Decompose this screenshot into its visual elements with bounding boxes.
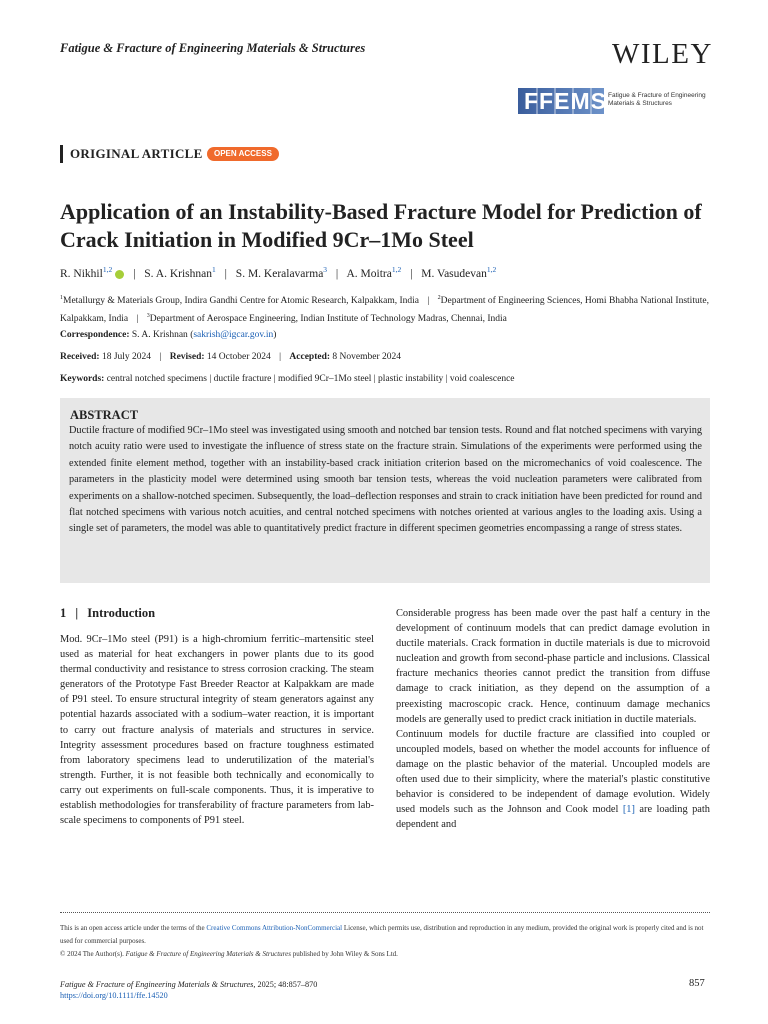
- keywords-list: central notched specimens | ductile fracture | modified 9Cr–1Mo steel | plastic instability | void coalescence: [106, 374, 515, 384]
- paragraph: Considerable progress has been made over the past half a century in the development of continuum models that can predict damage evolution in ductile materials. Crack formation in ductile materials is due to microvoid nucleation and growth from second-phase particle and inclusions. Classical fracture mechanics theories cannot predict the transition from diffuse damage to crack initiation, as they depend on the assumption of a preexisting macroscopic crack. Hence, continuum damage mechanics models are generally used to predict crack initiation in ductile materials.: [396, 608, 710, 725]
- orcid-icon[interactable]: [115, 270, 124, 279]
- footer-divider: [60, 912, 710, 913]
- revised-date: 14 October 2024: [206, 352, 271, 362]
- section-title: Introduction: [87, 606, 156, 620]
- open-access-badge: OPEN ACCESS: [207, 147, 279, 161]
- accepted-label: Accepted:: [289, 352, 331, 362]
- journal-logo[interactable]: [518, 88, 710, 114]
- author-list: [60, 262, 496, 282]
- received-date: 18 July 2024: [101, 352, 152, 362]
- section-heading: 1 | Introduction: [60, 606, 156, 620]
- article-title: Application of an Instability-Based Fracture Model for Prediction of Crack Initiation in Modified 9Cr–1Mo Steel: [60, 199, 702, 252]
- abstract-text: Ductile fracture of modified 9Cr–1Mo steel was investigated using smooth and notched bar tension tests. Round and flat notched specimens with varying notch acuity ratio were used to investigate the influence of stress state on the fracture strain. Simulations of the experiments were performed using the extended finite element method, together with an instability-based crack initiation criterion based on the micromechanics of void coalescence. The parameters in the plasticity model were determined using smooth bar tension tests, whereas the void nucleation parameters were calibrated from experiments on a shallow-notched specimen. Subsequently, the load–deflection responses and strain to crack initiation have been predicted for round and flat notched specimens with various notch acuities, and central notched specimens with notches oriented at various angles to the loading axis. Using a single set of parameters, the model was able to quantitatively predict fracture in different specimen geometries encompassing a range of stress states.: [69, 425, 702, 535]
- abstract-heading: ABSTRACT: [70, 408, 139, 422]
- correspondence-name: S. A. Krishnan: [131, 330, 188, 340]
- author-affiliation-marker: 1: [211, 265, 216, 274]
- author-separator: |: [224, 267, 227, 280]
- doi-link[interactable]: https://doi.org/10.1111/ffe.14520: [60, 991, 168, 1000]
- page-number: 857: [689, 978, 705, 989]
- paragraph: Continuum models for ductile fracture are classified into coupled or uncoupled models, based on whether the model accounts for influence of damage on the plastic behavior of the material. Uncoupled models are often used due to their simplicity, where the material's plastic constitutive behavior is considered to be independent of damage evolution. Widely used models such as the Johnson and Cook model [1] are loading path dependent and: [396, 728, 710, 831]
- received-label: Received:: [60, 352, 100, 362]
- author-name[interactable]: A. Moitra: [346, 267, 392, 280]
- keywords-label: Keywords:: [60, 374, 105, 384]
- author-separator: |: [133, 267, 136, 280]
- affiliation-1: Metallurgy & Materials Group, Indira Gandhi Centre for Atomic Research, Kalpakkam, India: [63, 296, 419, 307]
- publisher-logo[interactable]: WILEY: [612, 38, 713, 70]
- abstract-box: [60, 398, 710, 583]
- affiliation-2: Department of Engineering Sciences, Homi Bhabha National Institute, Kalpakkam, India: [60, 296, 709, 325]
- body-column-left: [60, 632, 374, 828]
- license-notice: This is an open access article under the terms of the Creative Commons Attribution-NonCommercial License, which permits use, distribution and reproduction in any medium, provided the original work is properly cited and is not used for commercial purposes.: [60, 924, 704, 945]
- license-link[interactable]: Creative Commons Attribution-NonCommercial: [206, 924, 343, 932]
- footer-journal-name: Fatigue & Fracture of Engineering Materials & Structures: [60, 980, 254, 989]
- author-separator: |: [335, 267, 339, 280]
- correspondence: Correspondence: S. A. Krishnan (sakrish@igcar.gov.in): [60, 330, 277, 340]
- author-affiliation-marker: 1,2: [391, 265, 402, 274]
- article-type: ORIGINAL ARTICLE: [70, 146, 203, 161]
- affiliations: $^1$Metallurgy & Materials Group, Indira Gandhi Centre for Atomic Research, Kalpakkam, India | $^2$Department of Engineering Sciences, Homi Bhabha National Institute, Kalpakkam, India | $^3$Department of Aerospace Engineering, Indian Institute of Technology Madras, Chennai, India: [60, 295, 709, 325]
- footer-citation: Fatigue & Fracture of Engineering Materials & Structures, 2025; 48:857–870: [60, 980, 318, 989]
- affiliation-3: Department of Aerospace Engineering, Indian Institute of Technology Madras, Chennai, India: [149, 314, 507, 325]
- journal-logo-mark: [518, 88, 607, 114]
- section-number: 1: [60, 606, 67, 620]
- revised-label: Revised:: [169, 352, 205, 362]
- article-type-bar: [60, 145, 63, 163]
- author-name[interactable]: R. Nikhil: [60, 267, 103, 280]
- citation-link[interactable]: [1]: [622, 804, 635, 816]
- copyright-notice: © 2024 The Author(s). Fatigue & Fracture of Engineering Materials & Structures published by John Wiley & Sons Ltd.: [60, 950, 398, 958]
- keywords: [60, 374, 515, 384]
- paragraph: Mod. 9Cr–1Mo steel (P91) is a high-chromium ferritic–martensitic steel used as material for heat exchangers in power plants due to its good thermal conductivity and resistance to stress corrosion cracking. The steam generators of the Prototype Fast Breeder Reactor at Kalpakkam are made of P91 steel. To ensure structural integrity of steam generators against any potential hazards associated with a sodium–water reaction, it is important to carry out fracture analysis of materials and structures in service. Integrity assessment procedures based on fracture toughness estimated from laboratory specimens lead to underutilization of the material's strength. Further, it is not feasible both technically and economically to carry out experiments on full-scale components. Thus, it is imperative to establish methodologies for transferability of fracture parameters from lab-scale specimens to components of P91 steel.: [60, 634, 374, 827]
- article-dates: Received: 18 July 2024 | Revised: 14 October 2024 | Accepted: 8 November 2024: [60, 352, 402, 362]
- correspondence-label: Correspondence:: [60, 330, 130, 340]
- journal-name-header: Fatigue & Fracture of Engineering Materials & Structures: [60, 41, 366, 55]
- accepted-date: 8 November 2024: [332, 352, 402, 362]
- author-name[interactable]: S. A. Krishnan: [144, 267, 212, 280]
- correspondence-email-link[interactable]: sakrish@igcar.gov.in: [193, 330, 274, 340]
- author-affiliation-marker: 1,2: [102, 265, 113, 274]
- author-affiliation-marker: 1,2: [486, 265, 497, 274]
- author-affiliation-marker: 3: [323, 265, 328, 274]
- author-name[interactable]: M. Vasudevan: [421, 267, 487, 280]
- journal-logo-acronym: FFEMS: [524, 88, 607, 114]
- journal-logo-subtitle: Fatigue & Fracture of Engineering Materials & Structures: [608, 92, 706, 107]
- body-column-right: [396, 606, 710, 832]
- author-separator: |: [410, 267, 413, 280]
- author-name[interactable]: S. M. Keralavarma: [235, 267, 324, 280]
